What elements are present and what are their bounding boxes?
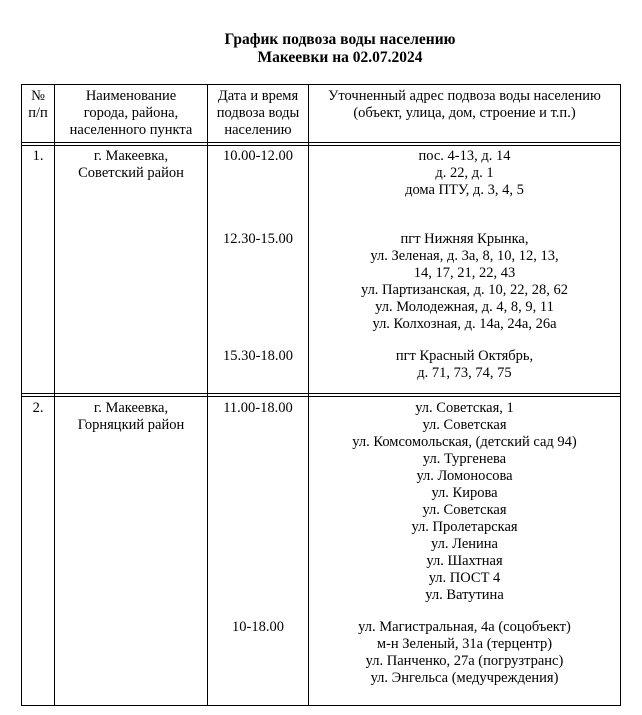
header-num-line: п/п bbox=[28, 105, 48, 121]
header-name-line: населенного пункта bbox=[69, 122, 193, 138]
row-2-address-2 bbox=[309, 619, 620, 687]
row-1-name-line: Советский район bbox=[78, 165, 184, 181]
row-1-name bbox=[55, 148, 207, 182]
row-2-name-line: г. Макеевка, bbox=[93, 400, 169, 416]
row-divider bbox=[22, 393, 620, 394]
address-line: ул. Партизанская, д. 10, 22, 28, 62 bbox=[360, 282, 569, 298]
header-address bbox=[309, 88, 620, 122]
header-name-line: Наименование bbox=[85, 88, 177, 104]
address-line: ул. Кирова bbox=[431, 485, 498, 501]
row-2-time-2: 10-18.00 bbox=[232, 619, 284, 635]
address-line: ул. Ленина bbox=[431, 536, 498, 552]
address-line: м-н Зеленый, 31а (терцентр) bbox=[376, 636, 553, 652]
address-line: ул. Советская bbox=[422, 502, 507, 518]
address-line: пгт Нижняя Крынка, bbox=[400, 231, 529, 247]
address-line: 14, 17, 21, 22, 43 bbox=[413, 265, 516, 281]
header-time bbox=[208, 88, 308, 139]
column-divider bbox=[207, 85, 208, 705]
title-line-2: Макеевки на 02.07.2024 bbox=[257, 49, 423, 66]
header-name-line: города, района, bbox=[83, 105, 179, 121]
address-line: д. 22, д. 1 bbox=[435, 165, 494, 181]
address-line: ул. Советская, 1 bbox=[415, 400, 514, 416]
row-2-name bbox=[55, 400, 207, 434]
header-time-line: населению bbox=[224, 122, 292, 138]
address-line: д. 71, 73, 74, 75 bbox=[417, 365, 512, 381]
row-1-time-3: 15.30-18.00 bbox=[222, 348, 294, 364]
row-1-time-1: 10.00-12.00 bbox=[222, 148, 294, 164]
address-line: ул. Ватутина bbox=[425, 587, 504, 603]
header-num bbox=[22, 88, 54, 122]
row-2-name-line: Горняцкий район bbox=[77, 417, 185, 433]
header-num-line: № bbox=[31, 88, 45, 104]
address-line: ул. Советская bbox=[422, 417, 507, 433]
address-line: ул. Магистральная, 4а (соцобъект) bbox=[358, 619, 571, 635]
row-1-name-line: г. Макеевка, bbox=[93, 148, 169, 164]
address-line: пос. 4-13, д. 14 bbox=[418, 148, 511, 164]
row-divider bbox=[22, 396, 620, 397]
row-2-time-1: 11.00-18.00 bbox=[223, 400, 293, 416]
address-line: ул. Шахтная bbox=[426, 553, 503, 569]
address-line: ул. Колхозная, д. 14а, 24а, 26а bbox=[372, 316, 557, 332]
address-line: ул. Ломоносова bbox=[416, 468, 513, 484]
header-address-line: (объект, улица, дом, строение и т.п.) bbox=[353, 105, 576, 121]
address-line: ул. Пролетарская bbox=[411, 519, 518, 535]
header-address-line: Уточненный адрес подвоза воды населению bbox=[328, 88, 601, 104]
document-title bbox=[0, 31, 642, 67]
header-time-line: подвоза воды bbox=[216, 105, 300, 121]
address-line: ул. ПОСТ 4 bbox=[428, 570, 501, 586]
header-time-line: Дата и время bbox=[217, 88, 299, 104]
address-line: ул. Панченко, 27а (погрузтранс) bbox=[365, 653, 564, 669]
row-divider bbox=[22, 145, 620, 146]
water-schedule-table bbox=[21, 84, 621, 706]
row-1-address-3 bbox=[309, 348, 620, 382]
address-line: ул. Тургенева bbox=[422, 451, 507, 467]
row-1-num: 1. bbox=[32, 148, 44, 164]
address-line: дома ПТУ, д. 3, 4, 5 bbox=[405, 182, 524, 198]
row-divider bbox=[22, 142, 620, 143]
address-line: пгт Красный Октябрь, bbox=[395, 348, 534, 364]
address-line: ул. Энгельса (медучреждения) bbox=[370, 670, 559, 686]
address-line: ул. Комсомольская, (детский сад 94) bbox=[352, 434, 577, 450]
row-2-num: 2. bbox=[32, 400, 44, 416]
row-2-address-1 bbox=[309, 400, 620, 604]
address-line: ул. Молодежная, д. 4, 8, 9, 11 bbox=[375, 299, 554, 315]
row-1-address-2 bbox=[309, 231, 620, 333]
title-line-1: График подвоза воды населению bbox=[224, 31, 456, 48]
header-name bbox=[55, 88, 207, 139]
address-line: ул. Зеленая, д. 3а, 8, 10, 12, 13, bbox=[370, 248, 559, 264]
row-1-address-1 bbox=[309, 148, 620, 199]
row-1-time-2: 12.30-15.00 bbox=[222, 231, 294, 247]
